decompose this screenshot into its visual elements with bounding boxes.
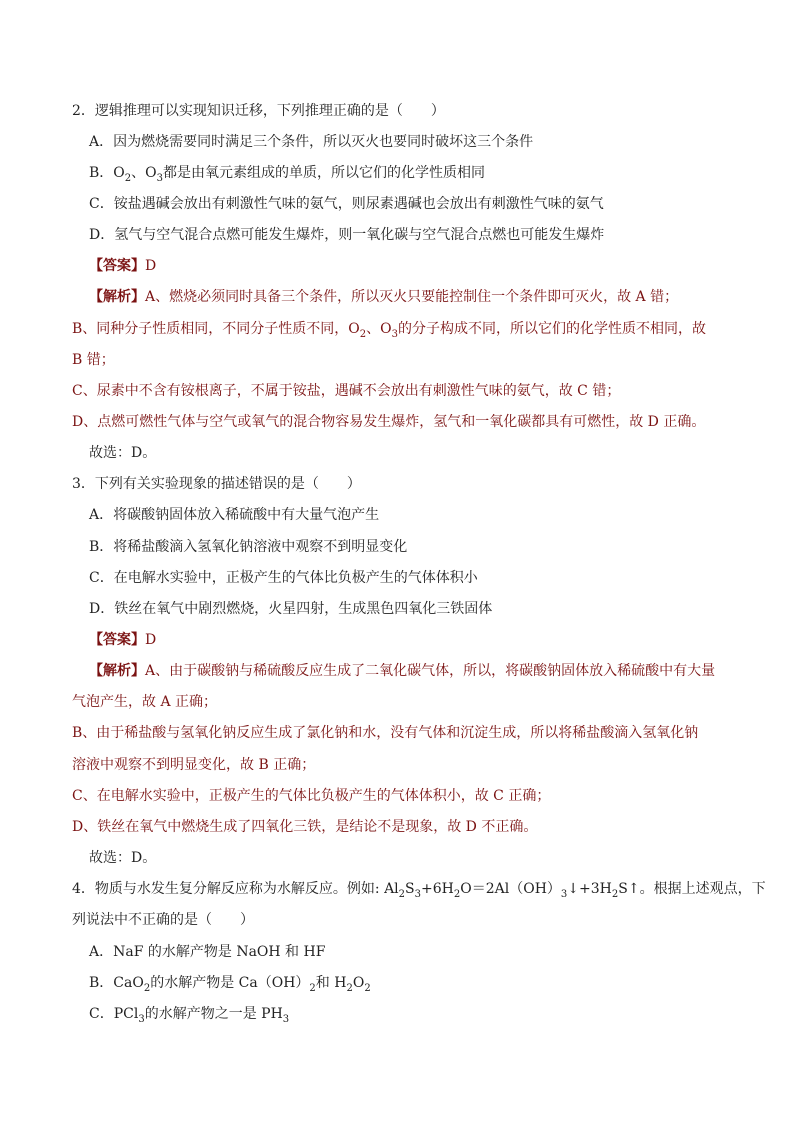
question-3-choose: 故选：D。 [89,850,157,866]
question-2-option-d: D．氢气与空气混合点燃可能发生爆炸，则一氧化碳与空气混合点燃也可能发生爆炸 [89,227,605,243]
question-2-analysis-b-line1: B、同种分子性质相同，不同分子性质不同，$O_2$、$O_3$的分子构成不同，所以它们的化学性质不相同，故 [72,321,706,340]
question-3-analysis-b-line2: 溶液中观察不到明显变化，故 B 正确； [72,757,316,773]
question-2-analysis-d: D、点燃可燃性气体与空气或氧气的混合物容易发生爆炸，氢气和一氧化碳都具有可燃性，故 D 正确。 [72,414,706,430]
question-3-option-c: C．在电解水实验中，正极产生的气体比负极产生的气体体积小 [89,570,478,586]
question-4-option-c: C．PCl$_3$的水解产物之一是 $PH_3$ [89,1006,290,1025]
question-3-analysis-b-line1: B、由于稀盐酸与氢氧化钠反应生成了氯化钠和水，没有气体和沉淀生成，所以将稀盐酸滴入氢氧化钠 [72,725,699,741]
question-4-option-b: B．CaO$_2$的水解产物是 $Ca(OH)_2$和 $H_2O_2$ [89,975,371,994]
question-2-option-b: B．$O_2$、$O_3$都是由氧元素组成的单质，所以它们的化学性质相同 [89,165,485,184]
question-4-stem-line2: 列说法中不正确的是（ ） [72,912,254,928]
question-3-option-b: B．将稀盐酸滴入氢氧化钠溶液中观察不到明显变化 [89,539,408,555]
question-3-analysis-a-line2: 气泡产生，故 A 正确； [72,694,218,710]
question-3-option-d: D．铁丝在氧气中剧烈燃烧，火星四射，生成黑色四氧化三铁固体 [89,601,493,617]
question-2-stem: 2．逻辑推理可以实现知识迁移，下列推理正确的是（ ） [72,103,445,119]
question-3-answer: 【答案】D [89,632,157,648]
question-2-choose: 故选：D。 [89,445,157,461]
question-3-analysis-d: D、铁丝在氧气中燃烧生成了四氧化三铁，是结论不是现象，故 D 不正确。 [72,819,538,835]
question-2-analysis-b-line2: B 错； [72,352,115,368]
question-2-option-c: C．铵盐遇碱会放出有刺激性气味的氨气，则尿素遇碱也会放出有刺激性气味的氨气 [89,196,604,212]
question-2-analysis-a: 【解析】A、燃烧必须同时具备三个条件，所以灭火只要能控制住一个条件即可灭火，故 A 错； [89,289,679,305]
question-2-analysis-c: C、尿素中不含有铵根离子，不属于铵盐，遇碱不会放出有刺激性气味的氨气，故 C 错； [72,383,621,399]
question-3-stem: 3．下列有关实验现象的描述错误的是（ ） [72,476,361,492]
question-3-analysis-c: C、在电解水实验中，正极产生的气体比负极产生的气体体积小，故 C 正确； [72,788,551,804]
question-2-option-a: A．因为燃烧需要同时满足三个条件，所以灭火也要同时破坏这三个条件 [89,134,534,150]
question-3-option-a: A．将碳酸钠固体放入稀硫酸中有大量气泡产生 [89,507,380,523]
question-3-analysis-a-line1: 【解析】A、由于碳酸钠与稀硫酸反应生成了二氧化碳气体，所以，将碳酸钠固体放入稀硫酸中有大量 [89,663,716,679]
question-4-stem-line1: 4．物质与水发生复分解反应称为水解反应。例如: $Al_2S_3+6H_2O=2Al(OH)_3↓+3H_2S↑$。根据上述观点，下 [72,881,766,900]
question-4-option-a: A．NaF 的水解产物是 NaOH 和 HF [89,944,326,960]
question-2-answer: 【答案】D [89,258,157,274]
